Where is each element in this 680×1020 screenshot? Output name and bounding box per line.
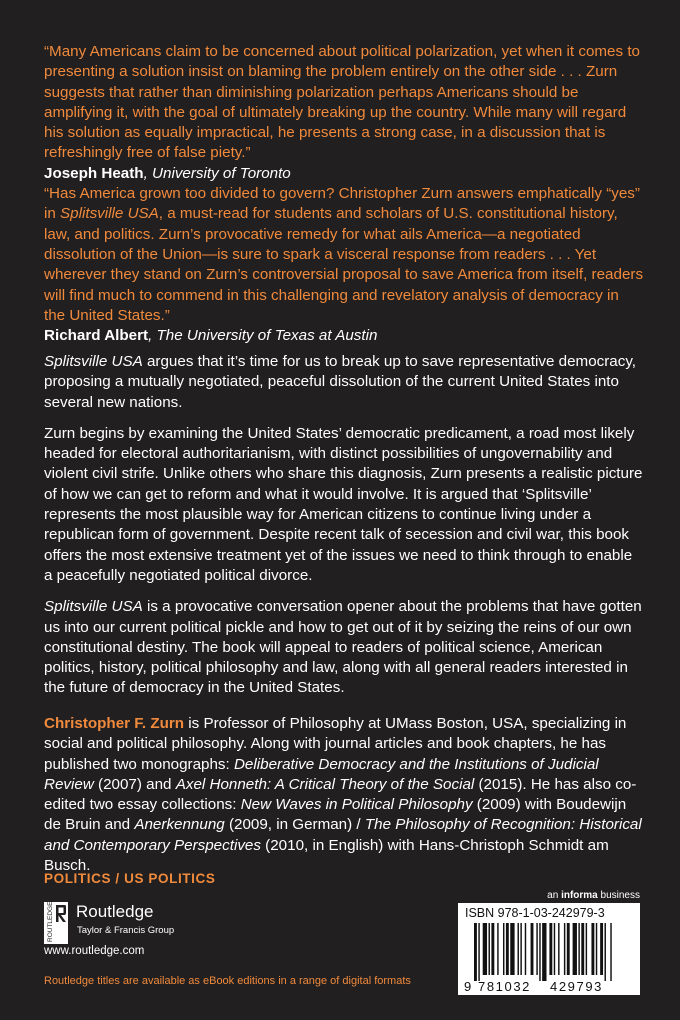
- barcode-bar: [531, 923, 534, 975]
- endorsement-attribution: [44, 164, 644, 184]
- endorsement-1: [44, 42, 644, 184]
- barcode-bar: [549, 923, 552, 975]
- publisher-group: Taylor & Francis Group: [77, 925, 175, 936]
- barcode-bar: [581, 923, 584, 975]
- barcode-bar: [478, 923, 479, 981]
- barcode-bar: [489, 923, 490, 975]
- barcode-bar: [520, 923, 521, 975]
- barcode-bar: [518, 923, 519, 975]
- barcode-bar: [578, 923, 579, 975]
- bio-paragraph: [44, 714, 644, 876]
- book-title-italic: Splitsville USA: [60, 205, 159, 223]
- barcode-icon: [458, 903, 640, 995]
- bio-title: Anerkennung: [134, 816, 225, 834]
- bio-text: (2015). He has also co-edited two essay collections:: [44, 775, 637, 814]
- logo-vertical-text: ROUTLEDGE: [47, 901, 54, 942]
- bio-text: is Professor of Philosophy at UMass Boston, USA, specializing in social and political philosophy. Along with journal articles and book chapters, he has published two monographs:: [44, 715, 627, 773]
- routledge-logo-icon: [44, 900, 74, 946]
- barcode-panel: [458, 903, 640, 995]
- description-paragraph: [44, 352, 644, 413]
- endorsement-text-part: “Has America grown too divided to govern? Christopher Zurn answers emphatically “yes” in: [44, 185, 640, 223]
- bio-title: Axel Honneth: A Critical Theory of the Social: [175, 775, 475, 793]
- barcode-bar: [525, 923, 526, 975]
- barcode-digits-right: 429793: [550, 979, 603, 994]
- endorser-name: Richard Albert: [44, 327, 149, 345]
- book-description: [44, 352, 644, 710]
- barcode-bar: [536, 923, 537, 975]
- description-paragraph: [44, 597, 644, 698]
- publisher-name: Routledge: [76, 902, 154, 921]
- endorsements: [44, 42, 644, 346]
- barcode-bar: [567, 923, 570, 975]
- barcode-bar: [483, 923, 487, 975]
- endorsement-2: [44, 184, 644, 346]
- endorsement-text-part: , a must-read for students and scholars of U.S. constitutional history, law, and politics. Zurn’s provocative remedy for what ails America—a negotiated dissolution of the Union—is sure to spark a visceral response from readers . . . Yet wherever they stand on Zurn’s controversial proposal to save America from itself, readers will find much to commend in this challenging and revelatory analysis of democracy in the United States.”: [44, 205, 644, 324]
- ebook-note: Routledge titles are available as eBook editions in a range of digital formats: [44, 975, 411, 987]
- bio-text: (2009, in German) /: [224, 816, 365, 834]
- endorsement-text: “Many Americans claim to be concerned about political polarization, yet when it comes to presenting a solution insist on blaming the problem entirely on the other side . . . Zurn suggests that rather than diminishing polarization perhaps Americans should be amplifying it, with the goal of ultimately breaking up the country. While many will regard his solution as equally impractical, he presents a strong case, in a discussion that is refreshingly free of false piety.”: [44, 43, 640, 162]
- subject-category: POLITICS / US POLITICS: [44, 871, 216, 886]
- barcode-bar: [558, 923, 559, 975]
- isbn-label: ISBN 978-1-03-242979-3: [465, 906, 605, 920]
- barcode-bar: [610, 923, 611, 981]
- informa-prefix: an: [547, 890, 562, 901]
- barcode-bar: [474, 923, 477, 981]
- barcode-bar: [564, 923, 565, 975]
- barcode-bar: [600, 923, 603, 975]
- barcode-digits-left: 781032: [478, 979, 531, 994]
- barcode-bar: [573, 923, 577, 975]
- bio-title: The Philosophy of Recognition: Historical and Contemporary Perspectives: [44, 816, 642, 854]
- barcode-bar: [503, 923, 504, 975]
- endorser-affiliation: , University of Toronto: [143, 164, 291, 182]
- barcode-bar: [596, 923, 597, 975]
- endorsement-attribution: [44, 326, 644, 346]
- description-text: is a provocative conversation opener about the problems that have gotten us into our current political pickle and how to get out of it by seizing the reins of our own constitutional destiny. The book will appeal to readers of political science, American politics, history, political philosophy and law, along with all general readers interested in the future of democracy in the United States.: [44, 598, 642, 697]
- barcode-bar: [506, 923, 509, 975]
- description-text: argues that it’s time for us to break up to save representative democracy, proposing a mutually negotiated, peaceful dissolution of the current United States into several new nations.: [44, 353, 637, 411]
- bio-text: (2007) and: [93, 775, 176, 793]
- book-title-italic: Splitsville USA: [44, 598, 143, 616]
- book-title-italic: Splitsville USA: [44, 353, 143, 370]
- publisher-logo: [44, 900, 244, 946]
- endorsement-text: [44, 184, 644, 326]
- barcode-bar: [510, 923, 514, 975]
- informa-business-tag: [547, 890, 640, 901]
- barcode-bar: [542, 923, 546, 981]
- description-paragraph: Zurn begins by examining the United States’ democratic predicament, a road most likely headed for electoral authoritarianism, with distinct possibilities of ungovernability and violent civil strife. Unlike others who share this diagnosis, Zurn presents a realistic picture of how we can get to reform and what it would involve. It is argued that ‘Splitsville’ represents the most plausible way for American citizens to continue living under a republican form of government. Despite recent talk of secession and civil war, this book offers the most extensive treatment yet of the issues we need to think through to enable a peacefully negotiated political divorce.: [44, 424, 643, 584]
- barcode-bar: [497, 923, 498, 975]
- barcode-bar: [491, 923, 494, 975]
- barcode-bar: [591, 923, 594, 975]
- bio-title: Deliberative Democracy and the Institutions of Judicial Review: [44, 755, 599, 793]
- bio-text: (2010, in English) with Hans-Christoph Schmidt am Busch.: [44, 836, 609, 875]
- author-bio: [44, 714, 644, 876]
- barcode-bar: [605, 923, 606, 981]
- bio-text: (2009) with Boudewijn de Bruin and: [44, 796, 627, 834]
- bio-title: New Waves in Political Philosophy: [240, 796, 473, 814]
- endorser-affiliation: , The University of Texas at Austin: [148, 327, 378, 345]
- barcode-bar: [554, 923, 555, 975]
- author-name: Christopher F. Zurn: [44, 715, 185, 732]
- publisher-website[interactable]: www.routledge.com: [44, 945, 145, 957]
- barcode-bar: [539, 923, 540, 981]
- barcode-first-digit: 9: [464, 979, 472, 994]
- informa-brand: informa: [561, 890, 598, 901]
- informa-suffix: business: [597, 890, 640, 901]
- endorser-name: Joseph Heath: [44, 164, 144, 182]
- barcode-bar: [586, 923, 587, 975]
